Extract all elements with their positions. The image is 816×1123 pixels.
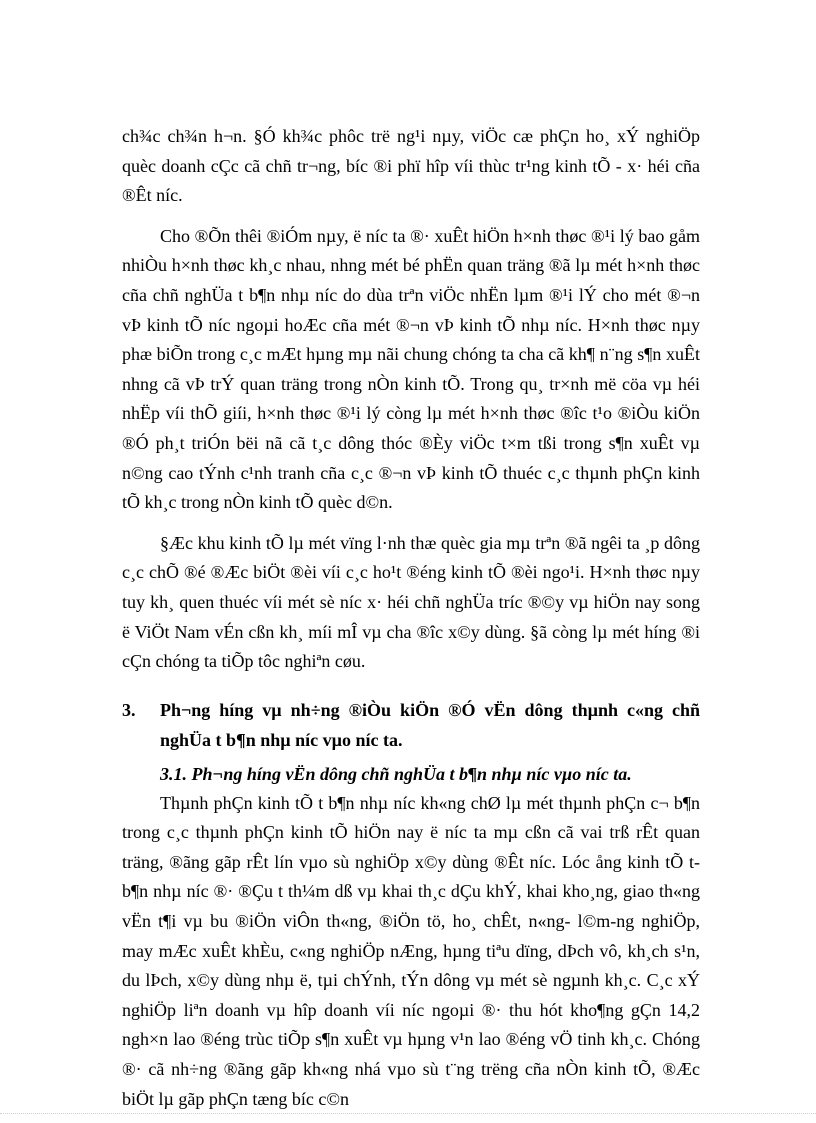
section-number: 3. <box>122 699 136 720</box>
section-title: Ph¬ng híng vµ nh÷ng ®iÒu kiÖn ®Ó vËn dông thµnh c«ng chñ nghÜa t b¶n nhµ níc vµo níc ta. <box>160 699 700 750</box>
paragraph-special-economic-zone: §Æc khu kinh tÕ lµ mét vïng l·nh thæ quèc gia mµ trªn ®ã ngêi ta ¸p dông c¸c chÕ ®é ®Æc biÖt ®èi víi c¸c ho¹t ®éng kinh tÕ ®èi ngo¹i. H×nh thøc nµy tuy kh¸ quen thuéc víi mét sè níc x· héi chñ nghÜa tríc ®©y vµ hiÖn nay song ë ViÖt Nam vÉn cßn kh¸ míi mÎ vµ cha ®îc x©y dùng. §ã còng lµ mét híng ®i cÇn chóng ta tiÕp tôc nghiªn cøu. <box>122 532 700 672</box>
document-page <box>122 122 700 1114</box>
paragraph-state-capitalism-role: Thµnh phÇn kinh tÕ t b¶n nhµ níc kh«ng chØ lµ mét thµnh phÇn c¬ b¶n trong c¸c thµnh phÇn kinh tÕ hiÖn nay ë níc ta mµ cßn cã vai trß rÊt quan träng, ®ãng gãp rÊt lín vµo sù nghiÖp x©y dùng ®Êt níc. Lóc ång kinh tÕ t b¶n nhµ níc ®· ®Çu t th¼m dß vµ khai th¸c dÇu khÝ, khai kho¸ng, giao th«ng vËn t¶i vµ bu ®iÖn viÔn th«ng, ®iÖn tö, ho¸ chÊt, n«ng- l©m-ng nghiÖp, may mÆc xuÊt khÈu, c«ng nghiÖp nÆng, hµng tiªu dïng, dÞch vô, kh¸ch s¹n, du lÞch, x©y dùng nhµ ë, tµi chÝnh, tÝn dông vµ mét sè ngµnh kh¸c. C¸c xÝ nghiÖp liªn doanh vµ hîp doanh víi níc ngoµi ®· thu hót kho¶ng gÇn 14,2 ngh×n lao ®éng trùc tiÕp s¶n xuÊt vµ hµng v¹n lao ®éng vÖ tinh kh¸c. Chóng ®· cã nh÷ng ®ãng gãp kh«ng nhá vµo sù t¨ng trëng cña nÒn kinh tÕ, ®Æc biÖt lµ gãp phÇn tæng bíc c©n <box>122 792 700 1109</box>
subsection-heading: 3.1. Ph¬ng híng vËn dông chñ nghÜa t b¶n nhµ níc vµo níc ta. <box>160 763 632 784</box>
paragraph-agency-form: Cho ®Õn thêi ®iÓm nµy, ë níc ta ®· xuÊt hiÖn h×nh thøc ®¹i lý bao gåm nhiÒu h×nh thøc kh¸c nhau, nhng mét bé phËn quan träng ®ã lµ mét h×nh thøc cña chñ nghÜa t b¶n nhµ níc do dùa trªn viÖc nhËn lµm ®¹i lÝ cho mét ®¬n vÞ kinh tÕ níc ngoµi hoÆc cña mét ®¬n vÞ kinh tÕ nhµ níc. H×nh thøc nµy phæ biÕn trong c¸c mÆt hµng mµ nãi chung chóng ta cha cã kh¶ n¨ng s¶n xuÊt nhng cã vÞ trÝ quan träng trong nÒn kinh tÕ. Trong qu¸ tr×nh më cöa vµ héi nhËp víi thÕ giíi, h×nh thøc ®¹i lý còng lµ mét h×nh thøc ®îc t¹o ®iÒu kiÖn ®Ó ph¸t triÓn bëi nã cã t¸c dông thóc ®Èy viÖc t×m tßi trong s¶n xuÊt vµ n©ng cao tÝnh c¹nh tranh cña c¸c ®¬n vÞ kinh tÕ thuéc c¸c thµnh phÇn kinh tÕ kh¸c trong nÒn kinh tÕ quèc d©n. <box>122 225 700 513</box>
paragraph-continuation: ch¾c ch¾n h¬n. §Ó kh¾c phôc trë ng¹i nµy, viÖc cæ phÇn ho¸ xÝ nghiÖp quèc doanh cÇc cã chñ tr¬ng, bíc ®i phï hîp víi thùc tr¹ng kinh tÕ - x· héi cña ®Êt níc. <box>122 126 700 206</box>
section-heading <box>122 695 700 755</box>
page-bottom-divider <box>0 1113 816 1114</box>
